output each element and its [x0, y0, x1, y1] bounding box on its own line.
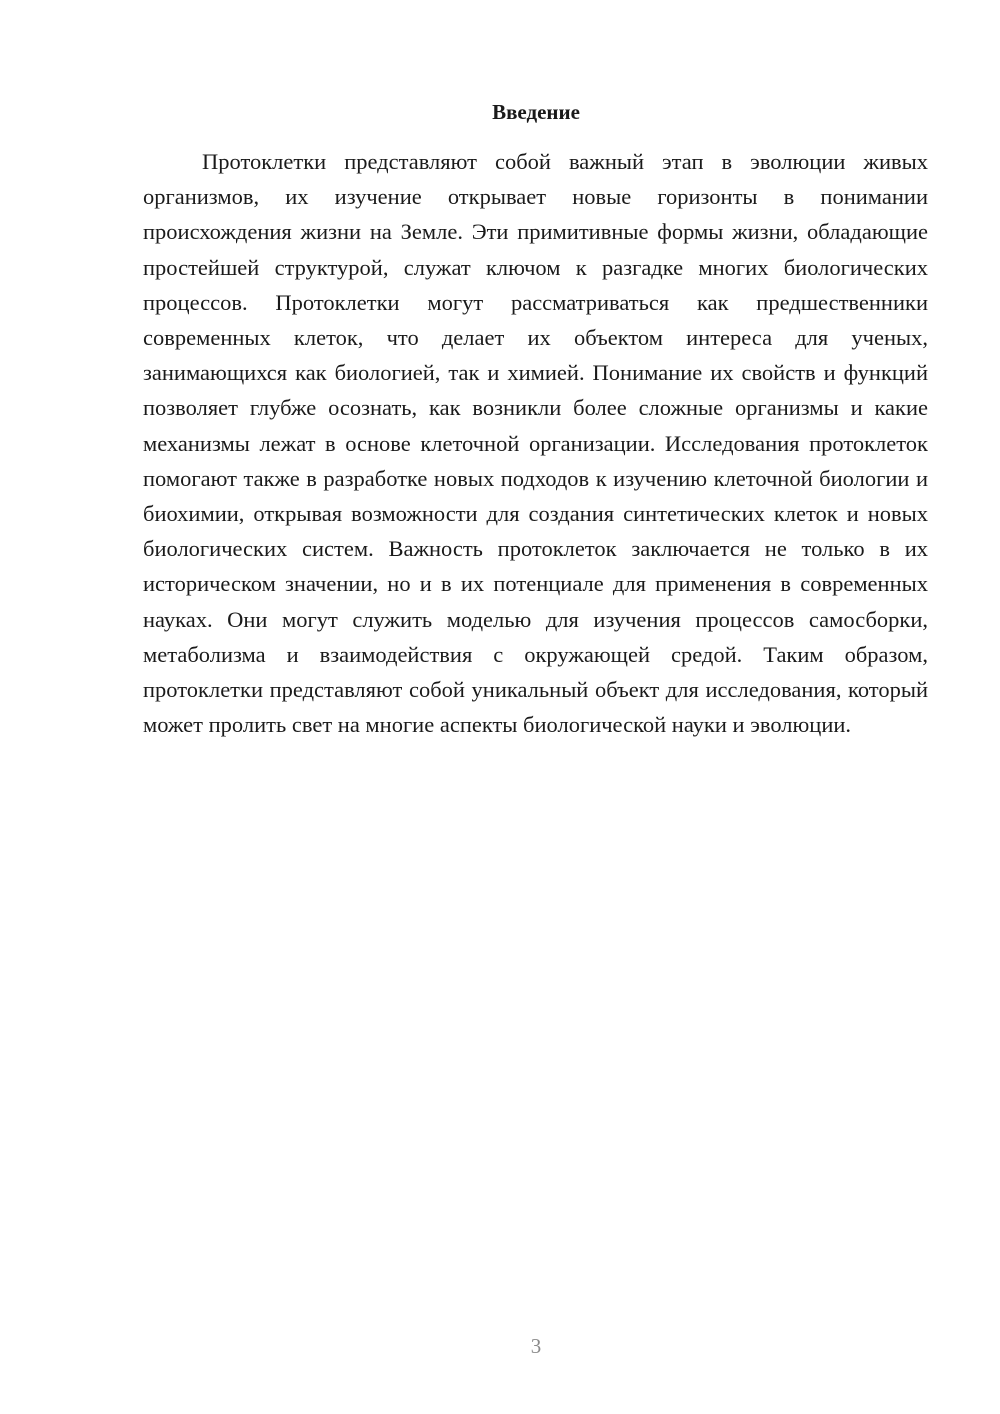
section-heading: Введение — [492, 100, 580, 124]
introduction-paragraph: Протоклетки представляют собой важный этап в эволюции живых организмов, их изучение открывает новые горизонты в понимании происхождения жизни на Земле. Эти примитивные формы жизни, обладающие простейшей структурой, служат ключом к разгадке многих биологических процессов. Протоклетки могут рассматриваться как предшественники современных клеток, что делает их объектом интереса для ученых, занимающихся как биологией, так и химией. Понимание их свойств и функций позволяет глубже осознать, как возникли более сложные организмы и какие механизмы лежат в основе клеточной организации. Исследования протоклеток помогают также в разработке новых подходов к изучению клеточной биологии и биохимии, открывая возможности для создания синтетических клеток и новых биологических систем. Важность протоклеток заключается не только в их историческом значении, но и в их потенциале для применения в современных науках. Они могут служить моделью для изучения процессов самосборки, метаболизма и взаимодействия с окружающей средой. Таким образом, протоклетки представляют собой уникальный объект для исследования, который может пролить свет на многие аспекты биологической науки и эволюции. — [143, 149, 928, 738]
page-number: 3 — [530, 1334, 542, 1358]
